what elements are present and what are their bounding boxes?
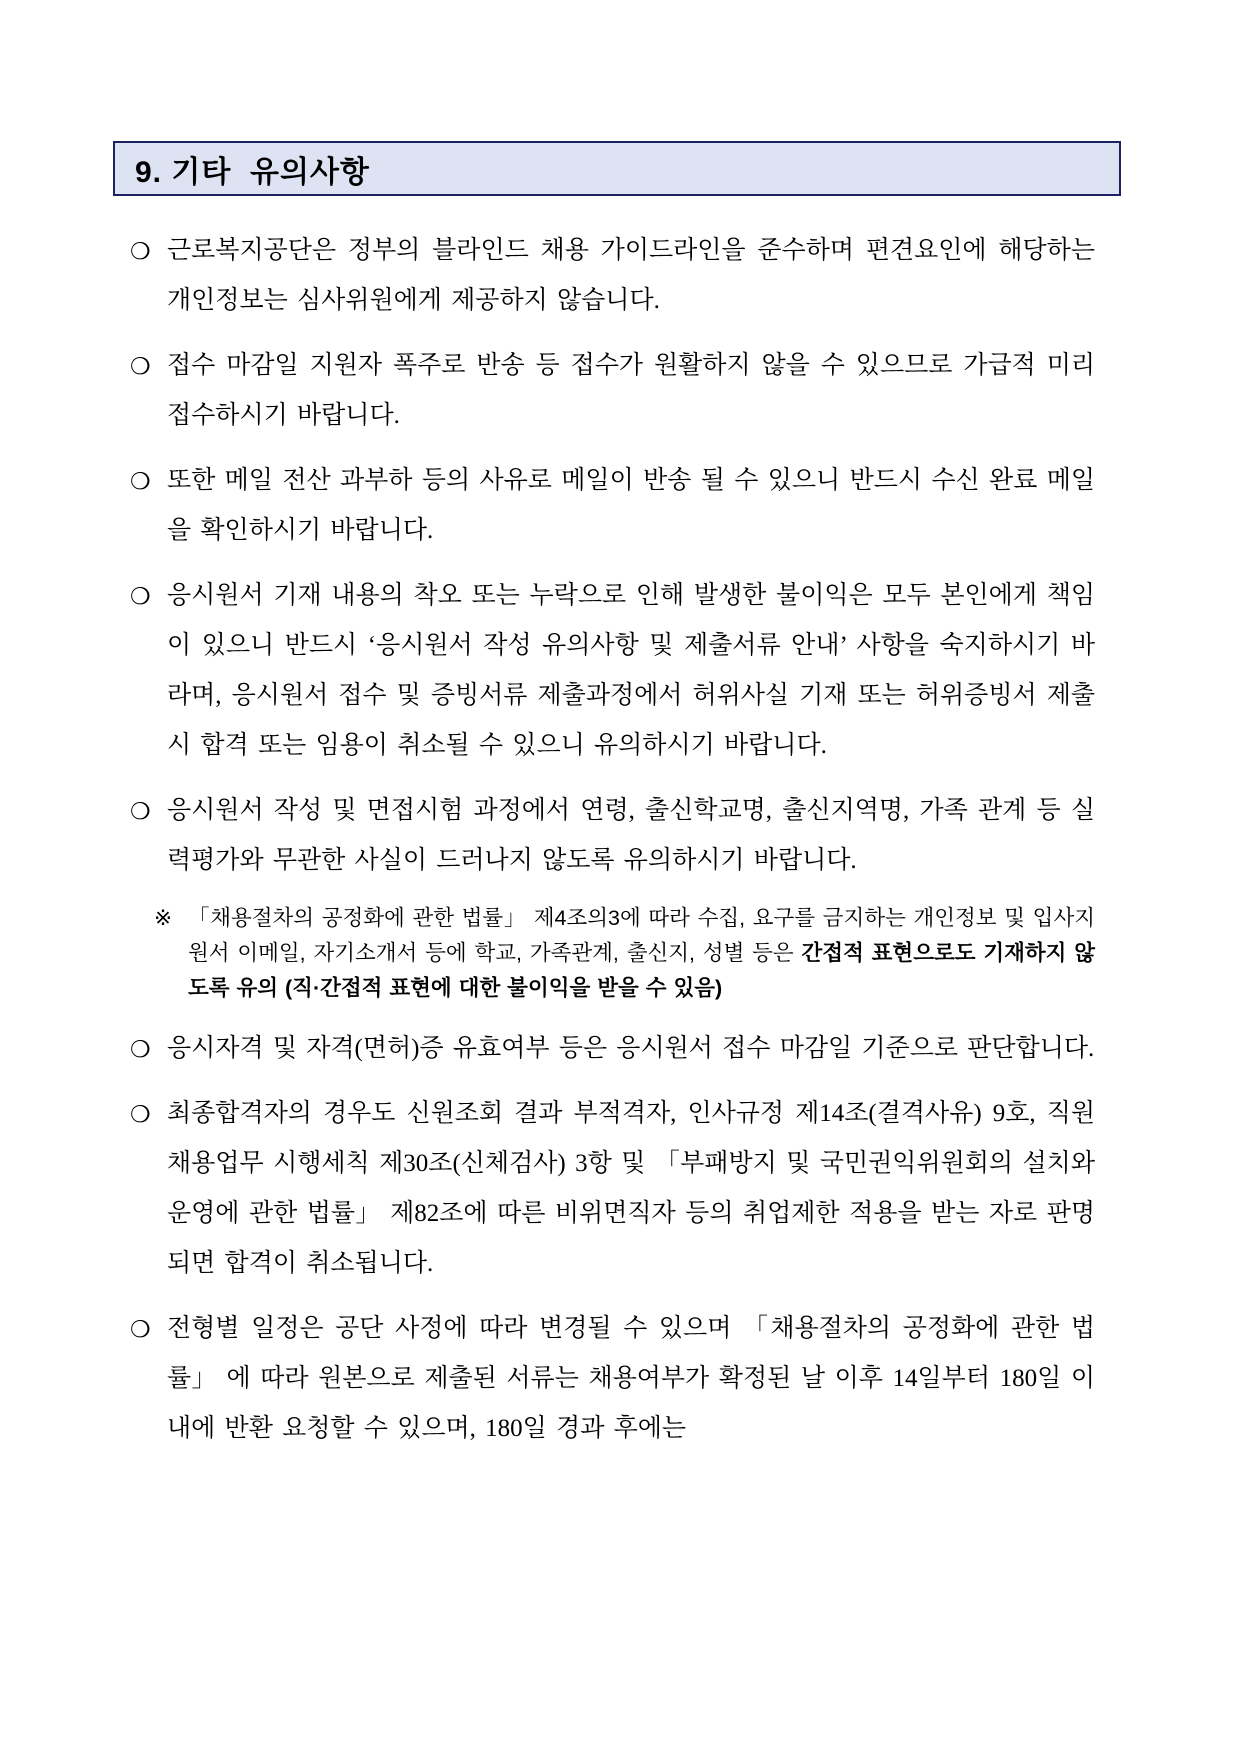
notice-item xyxy=(130,571,1095,771)
notice-item xyxy=(130,1024,1095,1074)
notice-text: 접수 마감일 지원자 폭주로 반송 등 접수가 원활하지 않을 수 있으므로 가급적 미리 접수하시기 바랍니다. xyxy=(167,352,1095,429)
reference-mark-icon: ※ xyxy=(154,906,173,930)
bullet-circle-icon: ❍ xyxy=(130,1317,151,1343)
bullet-circle-icon: ❍ xyxy=(130,239,151,265)
bullet-circle-icon: ❍ xyxy=(130,1037,151,1063)
bullet-circle-icon: ❍ xyxy=(130,354,151,380)
legal-note xyxy=(146,901,1095,1006)
section-header-box xyxy=(113,141,1121,196)
notice-text: 근로복지공단은 정부의 블라인드 채용 가이드라인을 준수하며 편견요인에 해당하는 개인정보는 심사위원에게 제공하지 않습니다. xyxy=(167,237,1095,314)
notice-item xyxy=(130,226,1095,326)
notice-text: 응시원서 작성 및 면접시험 과정에서 연령, 출신학교명, 출신지역명, 가족 관계 등 실력평가와 무관한 사실이 드러나지 않도록 유의하시기 바랍니다. xyxy=(167,797,1095,874)
notice-item xyxy=(130,341,1095,441)
bullet-circle-icon: ❍ xyxy=(130,584,151,610)
legal-note-text: 「채용절차의 공정화에 관한 법률」 제4조의3에 따라 수집, 요구를 금지하는 개인정보 및 입사지원서 이메일, 자기소개서 등에 학교, 가족관계, 출신지, 성별 등은 xyxy=(188,906,1095,965)
notice-item xyxy=(130,786,1095,886)
notice-item xyxy=(130,1304,1095,1454)
notice-text: 응시자격 및 자격(면허)증 유효여부 등은 응시원서 접수 마감일 기준으로 판단합니다. xyxy=(167,1035,1095,1062)
notice-item xyxy=(130,456,1095,556)
section-title: 9. 기타 유의사항 xyxy=(135,155,370,189)
notice-text: 최종합격자의 경우도 신원조회 결과 부적격자, 인사규정 제14조(결격사유) 9호, 직원 채용업무 시행세칙 제30조(신체검사) 3항 및 「부패방지 및 국민권익위원회의 설치와 운영에 관한 법률」 제82조에 따른 비위면직자 등의 취업제한 적용을 받는 자로 판명되면 합격이 취소됩니다. xyxy=(167,1100,1095,1277)
notice-item xyxy=(130,1089,1095,1289)
bullet-circle-icon: ❍ xyxy=(130,1102,151,1128)
bullet-circle-icon: ❍ xyxy=(130,469,151,495)
notice-text: 전형별 일정은 공단 사정에 따라 변경될 수 있으며 「채용절차의 공정화에 관한 법률」 에 따라 원본으로 제출된 서류는 채용여부가 확정된 날 이후 14일부터 180일 이내에 반환 요청할 수 있으며, 180일 경과 후에는 xyxy=(167,1315,1095,1442)
notice-list xyxy=(130,226,1095,1469)
legal-note-bold-text: 간접적 표현으로도 기재하지 않도록 유의 (직·간접적 표현에 대한 불이익을 받을 수 있음) xyxy=(188,941,1095,1000)
bullet-circle-icon: ❍ xyxy=(130,799,151,825)
notice-text: 응시원서 기재 내용의 착오 또는 누락으로 인해 발생한 불이익은 모두 본인에게 책임이 있으니 반드시 ‘응시원서 작성 유의사항 및 제출서류 안내’ 사항을 숙지하시기 바라며, 응시원서 접수 및 증빙서류 제출과정에서 허위사실 기재 또는 허위증빙서 제출 시 합격 또는 임용이 취소될 수 있으니 유의하시기 바랍니다. xyxy=(167,582,1095,759)
notice-text: 또한 메일 전산 과부하 등의 사유로 메일이 반송 될 수 있으니 반드시 수신 완료 메일을 확인하시기 바랍니다. xyxy=(167,467,1095,544)
